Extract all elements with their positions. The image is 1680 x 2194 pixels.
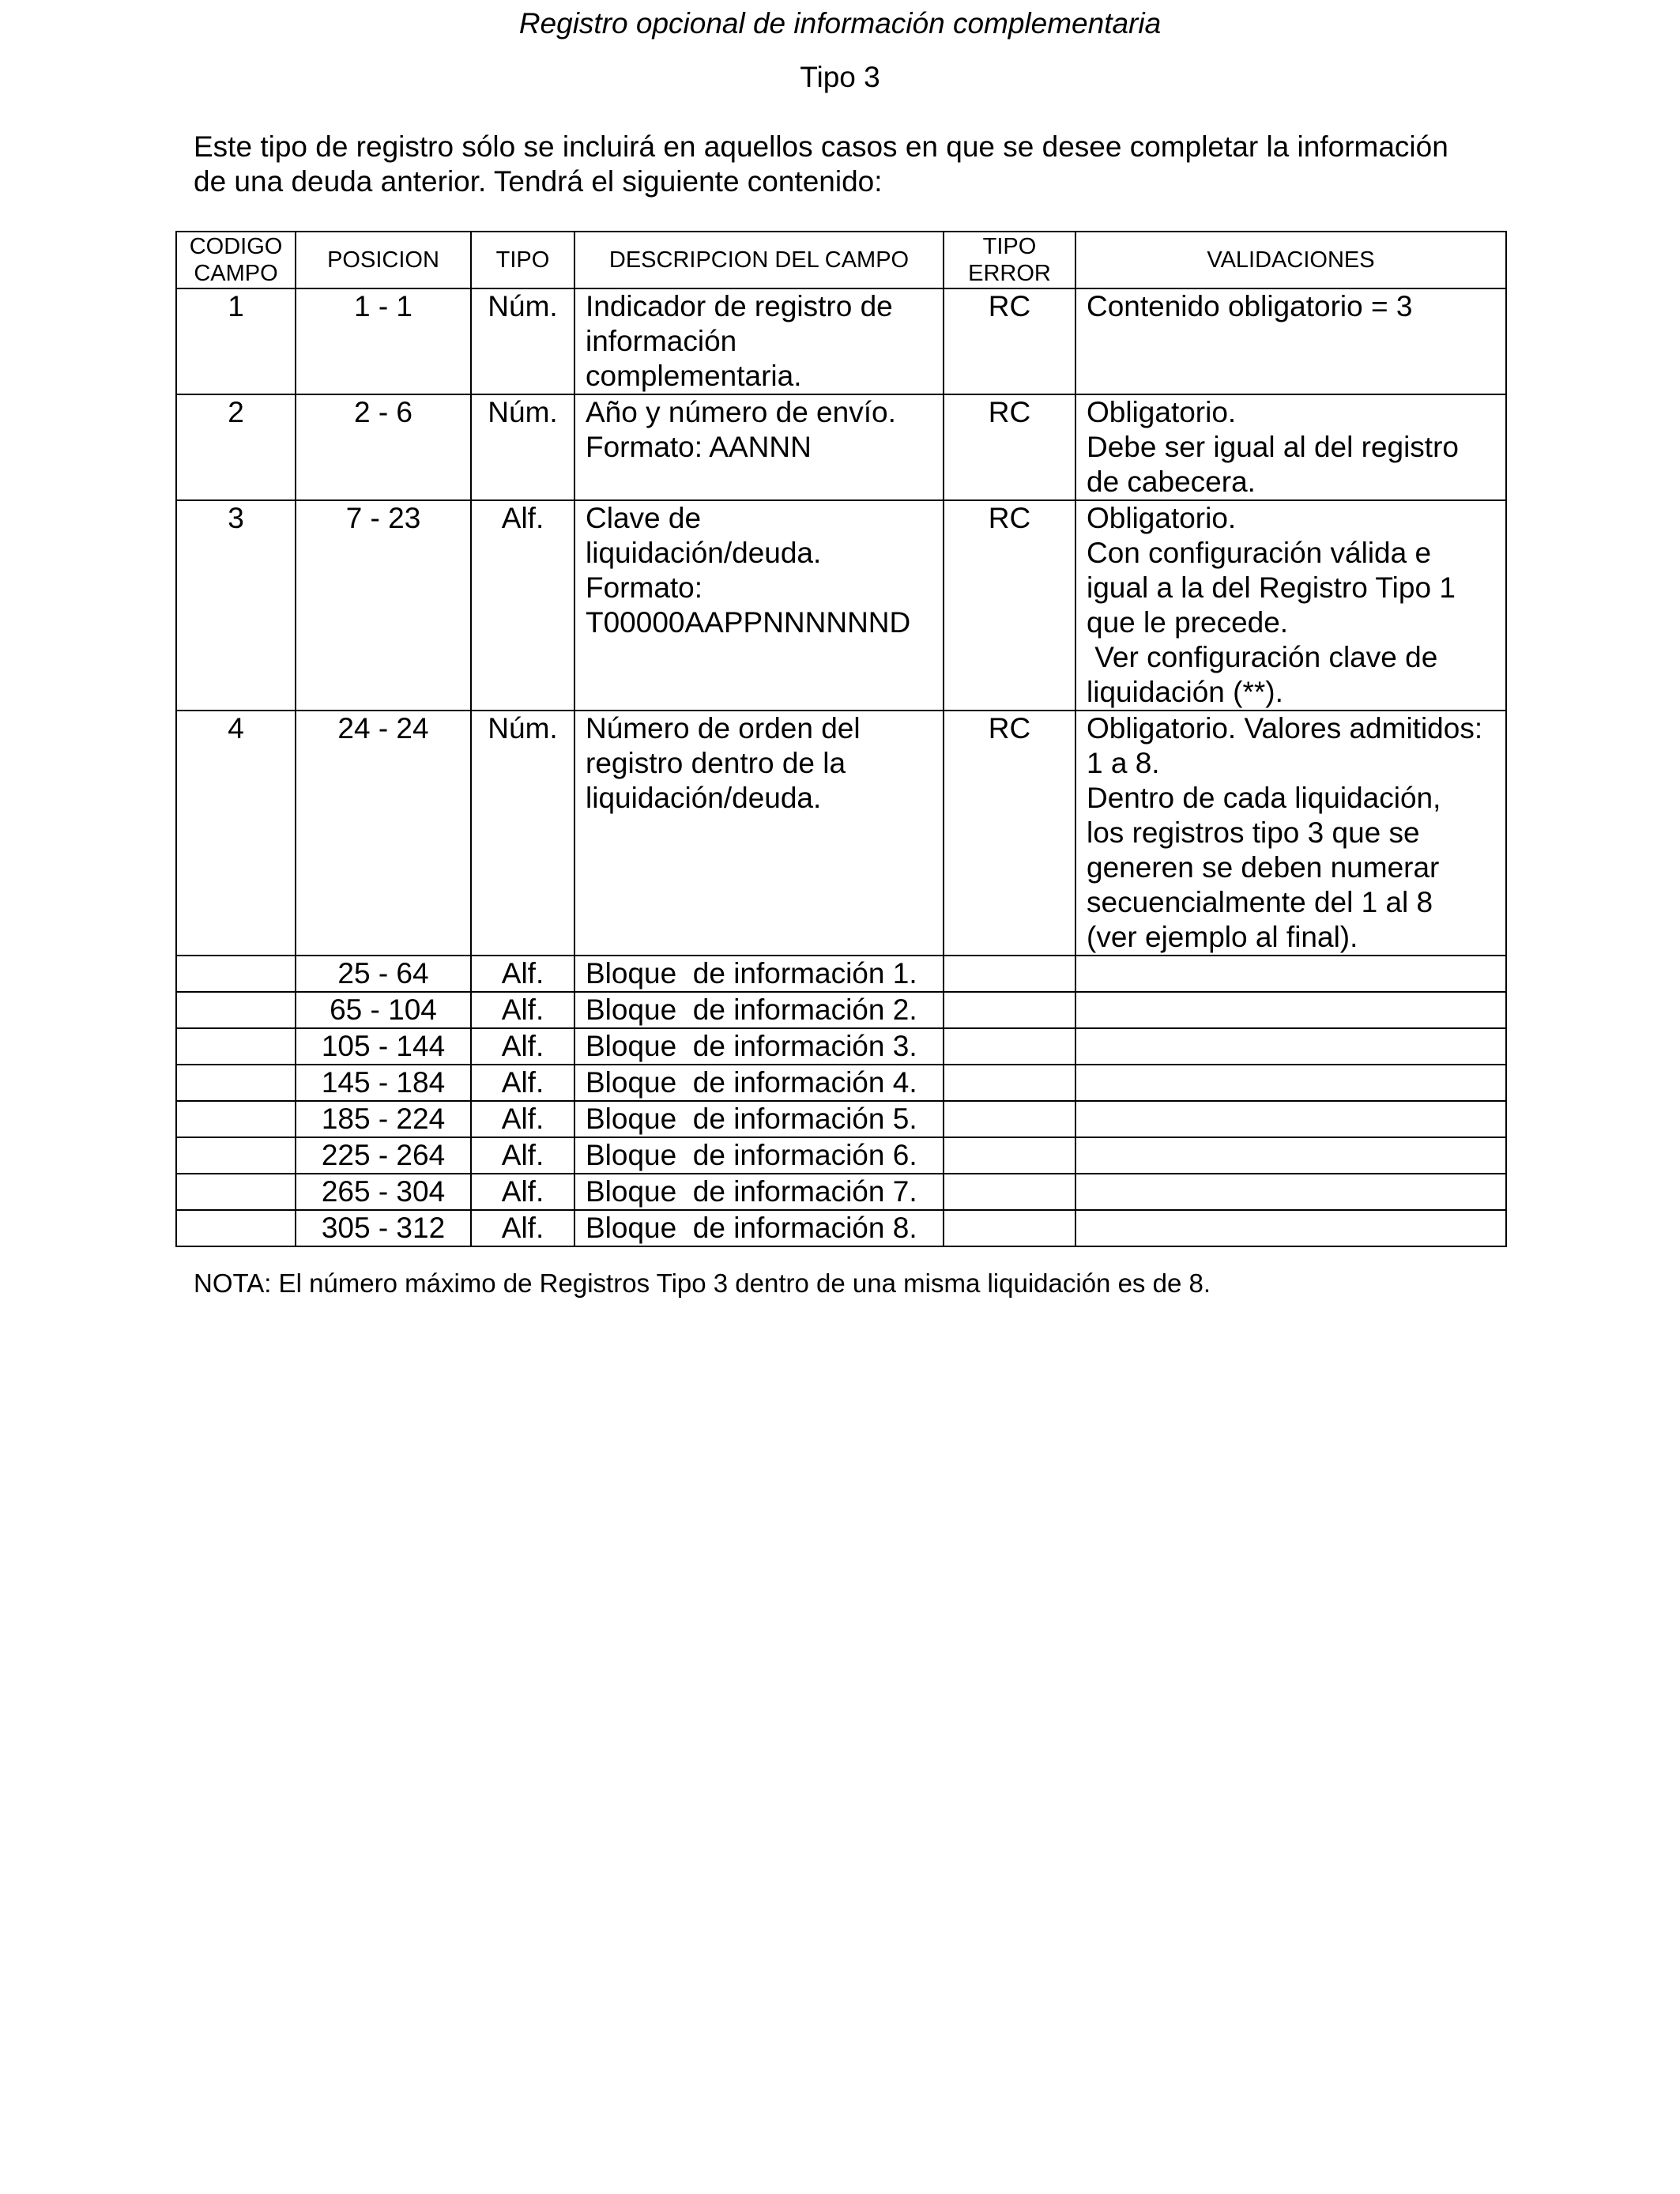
cell-tipo: Alf. [471, 1065, 574, 1101]
cell-tipo: Núm. [471, 711, 574, 956]
cell-posicion: 24 - 24 [296, 711, 471, 956]
cell-codigo: 2 [176, 394, 296, 500]
cell-validaciones: Obligatorio. Valores admitidos: 1 a 8. Dentro de cada liquidación, los registros tipo 3 que se generen se deben numerar secuencialmente del 1 al 8 (ver ejemplo al final). [1075, 711, 1506, 956]
cell-validaciones: Obligatorio. Debe ser igual al del registro de cabecera. [1075, 394, 1506, 500]
cell-validaciones: Contenido obligatorio = 3 [1075, 288, 1506, 394]
table-row-block [176, 1174, 1506, 1210]
cell-tipo: Alf. [471, 1101, 574, 1137]
cell-tipo: Alf. [471, 992, 574, 1028]
table-row-block [176, 1210, 1506, 1246]
cell-descripcion: Bloque de información 4. [574, 1065, 944, 1101]
cell-posicion: 225 - 264 [296, 1137, 471, 1174]
cell-descripcion: Bloque de información 3. [574, 1028, 944, 1065]
intro-line: de una deuda anterior. Tendrá el siguiente contenido: [194, 165, 883, 198]
record-spec-table [175, 231, 1507, 1247]
cell-validaciones-empty [1075, 1101, 1506, 1137]
cell-descripcion: Bloque de información 2. [574, 992, 944, 1028]
cell-codigo-empty [176, 1028, 296, 1065]
table-row-block [176, 992, 1506, 1028]
cell-tipo-error-empty [944, 1028, 1075, 1065]
cell-tipo-error: RC [944, 711, 1075, 956]
cell-posicion: 305 - 312 [296, 1210, 471, 1246]
header-descripcion: DESCRIPCION DEL CAMPO [574, 232, 944, 288]
header-codigo-campo: CODIGO CAMPO [176, 232, 296, 288]
header-tipo-error: TIPO ERROR [944, 232, 1075, 288]
cell-posicion: 65 - 104 [296, 992, 471, 1028]
header-posicion: POSICION [296, 232, 471, 288]
cell-posicion: 265 - 304 [296, 1174, 471, 1210]
table-row-block [176, 1065, 1506, 1101]
cell-codigo-empty [176, 1065, 296, 1101]
cell-tipo-error: RC [944, 394, 1075, 500]
cell-validaciones: Obligatorio. Con configuración válida e igual a la del Registro Tipo 1 que le precede. Ver configuración clave de liquidación (**). [1075, 500, 1506, 711]
table-header-row [176, 232, 1506, 288]
header-tipo: TIPO [471, 232, 574, 288]
cell-codigo-empty [176, 1174, 296, 1210]
cell-descripcion: Bloque de información 7. [574, 1174, 944, 1210]
cell-tipo: Núm. [471, 288, 574, 394]
cell-codigo: 4 [176, 711, 296, 956]
table-row-block [176, 1137, 1506, 1174]
cell-validaciones-empty [1075, 1174, 1506, 1210]
footnote: NOTA: El número máximo de Registros Tipo 3 dentro de una misma liquidación es de 8. [194, 1269, 1211, 1298]
cell-validaciones-empty [1075, 1065, 1506, 1101]
cell-descripcion: Indicador de registro de información complementaria. [574, 288, 944, 394]
header-validaciones: VALIDACIONES [1075, 232, 1506, 288]
cell-descripcion: Año y número de envío. Formato: AANNN [574, 394, 944, 500]
cell-tipo: Alf. [471, 1174, 574, 1210]
cell-posicion: 1 - 1 [296, 288, 471, 394]
cell-descripcion: Bloque de información 1. [574, 956, 944, 992]
table-row [176, 500, 1506, 711]
cell-descripcion: Clave de liquidación/deuda. Formato: T00000AAPPNNNNNND [574, 500, 944, 711]
cell-posicion: 25 - 64 [296, 956, 471, 992]
cell-codigo: 1 [176, 288, 296, 394]
cell-tipo-error: RC [944, 288, 1075, 394]
cell-tipo: Alf. [471, 1028, 574, 1065]
cell-tipo-error: RC [944, 500, 1075, 711]
cell-tipo: Alf. [471, 500, 574, 711]
cell-codigo-empty [176, 1101, 296, 1137]
cell-validaciones-empty [1075, 1028, 1506, 1065]
page-subtitle: Tipo 3 [800, 61, 880, 93]
table-row-block [176, 956, 1506, 992]
table-row [176, 394, 1506, 500]
table-row [176, 711, 1506, 956]
cell-posicion: 145 - 184 [296, 1065, 471, 1101]
cell-codigo-empty [176, 1137, 296, 1174]
cell-codigo-empty [176, 992, 296, 1028]
cell-validaciones-empty [1075, 1210, 1506, 1246]
cell-tipo: Alf. [471, 1210, 574, 1246]
cell-descripcion: Bloque de información 6. [574, 1137, 944, 1174]
cell-codigo: 3 [176, 500, 296, 711]
cell-validaciones-empty [1075, 992, 1506, 1028]
cell-descripcion: Bloque de información 8. [574, 1210, 944, 1246]
intro-line: Este tipo de registro sólo se incluirá en aquellos casos en que se desee completar la información [194, 130, 1448, 163]
table-row-block [176, 1101, 1506, 1137]
cell-tipo: Alf. [471, 1137, 574, 1174]
page-title: Registro opcional de información complementaria [518, 7, 1162, 40]
cell-descripcion: Número de orden del registro dentro de la liquidación/deuda. [574, 711, 944, 956]
cell-tipo-error-empty [944, 1101, 1075, 1137]
cell-codigo-empty [176, 1210, 296, 1246]
cell-tipo-error-empty [944, 1210, 1075, 1246]
cell-tipo-error-empty [944, 1174, 1075, 1210]
intro-paragraph [194, 130, 1521, 199]
cell-posicion: 7 - 23 [296, 500, 471, 711]
table-row [176, 288, 1506, 394]
cell-tipo: Núm. [471, 394, 574, 500]
cell-validaciones-empty [1075, 956, 1506, 992]
cell-tipo-error-empty [944, 1137, 1075, 1174]
cell-posicion: 185 - 224 [296, 1101, 471, 1137]
table-row-block [176, 1028, 1506, 1065]
cell-posicion: 2 - 6 [296, 394, 471, 500]
cell-tipo-error-empty [944, 956, 1075, 992]
cell-codigo-empty [176, 956, 296, 992]
cell-tipo-error-empty [944, 1065, 1075, 1101]
cell-descripcion: Bloque de información 5. [574, 1101, 944, 1137]
cell-validaciones-empty [1075, 1137, 1506, 1174]
cell-tipo-error-empty [944, 992, 1075, 1028]
cell-posicion: 105 - 144 [296, 1028, 471, 1065]
cell-tipo: Alf. [471, 956, 574, 992]
